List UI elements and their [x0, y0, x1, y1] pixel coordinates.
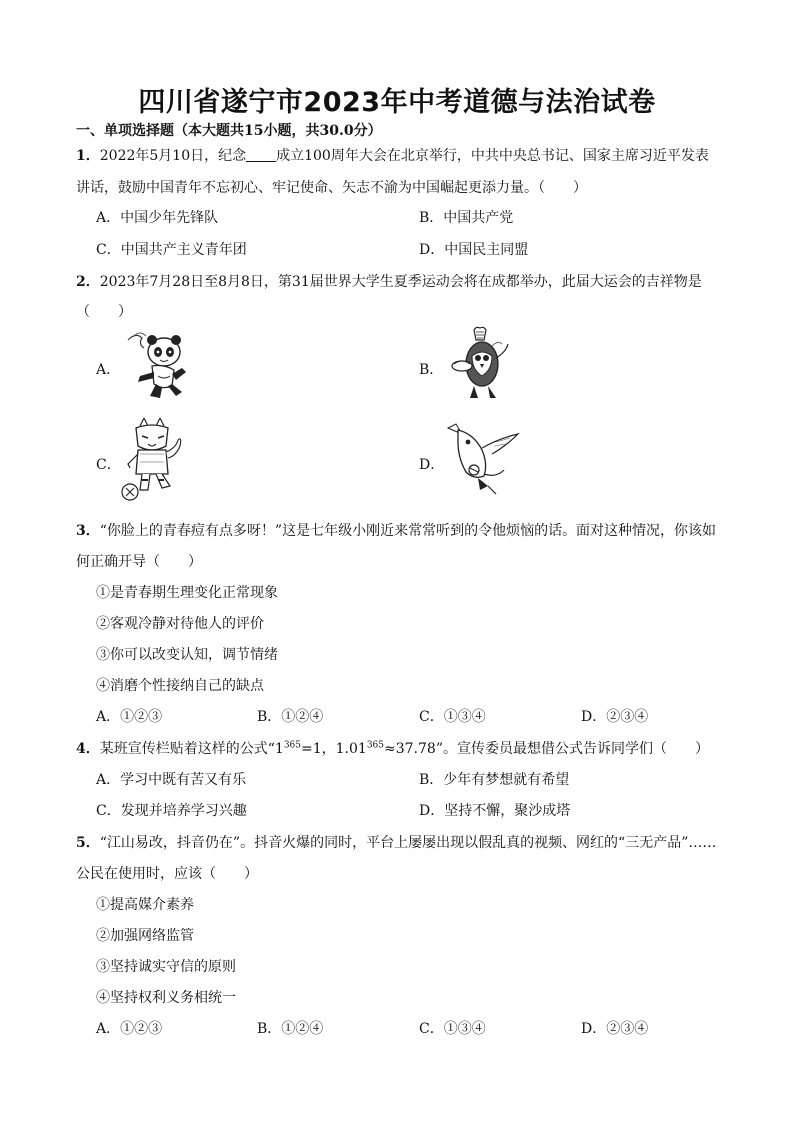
question-5-text: “江山易改，抖音仍在”。抖音火爆的同时，平台上屡屡出现以假乱真的视频、网红的“三无产品”…… [99, 835, 717, 851]
question-1-text-a: 2022年5月10日，纪念 [99, 148, 247, 164]
q3-statement-4: ④消磨个性接纳自己的缺点 [96, 678, 264, 694]
question-2-text: 2023年7月28日至8月8日，第31届世界大学生夏季运动会将在成都举办，此届大运会的吉祥物是 [99, 274, 702, 290]
q3-option-a[interactable]: A．①②③ [96, 709, 163, 725]
q3-option-d[interactable]: D．②③④ [581, 709, 649, 725]
question-4-number: 4． [76, 741, 100, 757]
q5-statement-2: ②加强网络监管 [96, 928, 194, 944]
question-4-text-c: ≈37.78”。宣传委员最想借公式告诉同学们（ ） [384, 741, 709, 757]
q2-option-a[interactable]: A． [96, 362, 121, 378]
section-heading: 一、单项选择题（本大题共15小题，共30.0分） [76, 123, 382, 139]
question-3-text: “你脸上的青春痘有点多呀！”这是七年级小刚近来常常听到的令他烦恼的话。面对这种情况，你该如 [99, 523, 717, 539]
question-3-number: 3． [76, 523, 100, 539]
q3-option-b[interactable]: B．①②④ [257, 709, 324, 725]
question-3-line-1 [76, 520, 716, 540]
q2-option-c[interactable]: C． [96, 457, 121, 473]
bird-mascot-icon[interactable] [444, 420, 524, 500]
q4-option-c[interactable]: C．发现并培养学习兴趣 [96, 803, 247, 819]
q4-option-b[interactable]: B．少年有梦想就有希望 [419, 772, 570, 788]
q4-option-d[interactable]: D．坚持不懈，聚沙成塔 [419, 803, 571, 819]
question-2-line-2: （ ） [76, 304, 132, 320]
question-4-text-b: =1，1.01 [301, 741, 367, 757]
q1-option-c[interactable]: C．中国共产主义青年团 [96, 242, 247, 258]
exponent-1: 365 [283, 740, 302, 751]
q5-statement-1: ①提高媒介素养 [96, 897, 194, 913]
q5-statement-4: ④坚持权利义务相统一 [96, 990, 236, 1006]
q5-option-c[interactable]: C．①③④ [419, 1021, 486, 1037]
question-3-line-2: 何正确开导（ ） [76, 554, 202, 570]
question-5-line-2: 公民在使用时，应该（ ） [76, 866, 258, 882]
question-4-text-a: 某班宣传栏贴着这样的公式“1 [99, 741, 284, 757]
question-1-text-b: 成立100周年大会在北京举行，中共中央总书记、国家主席习近平发表 [276, 148, 709, 164]
question-5-line-1 [76, 832, 716, 852]
q3-option-c[interactable]: C．①③④ [419, 709, 486, 725]
question-4-line-1 [76, 738, 709, 758]
question-5-number: 5． [76, 835, 100, 851]
exponent-2: 365 [366, 740, 385, 751]
question-2-line-1 [76, 271, 702, 291]
q5-statement-3: ③坚持诚实守信的原则 [96, 959, 236, 975]
question-1-number: 1． [76, 148, 100, 164]
q1-option-a[interactable]: A．中国少年先锋队 [96, 210, 219, 226]
question-1-line-1 [76, 145, 709, 165]
q1-option-d[interactable]: D．中国民主同盟 [419, 242, 529, 258]
question-2-number: 2． [76, 274, 100, 290]
q5-option-a[interactable]: A．①②③ [96, 1021, 163, 1037]
q3-statement-3: ③你可以改变认知，调节情绪 [96, 647, 278, 663]
q5-option-d[interactable]: D．②③④ [581, 1021, 649, 1037]
q2-option-b[interactable]: B． [419, 362, 444, 378]
fill-blank [246, 147, 276, 162]
q4-option-a[interactable]: A．学习中既有苦又有乐 [96, 772, 247, 788]
chef-bird-mascot-icon[interactable] [446, 326, 518, 402]
q3-statement-2: ②客观冷静对待他人的评价 [96, 616, 264, 632]
wolf-mascot-icon[interactable] [118, 418, 188, 502]
q2-option-d[interactable]: D． [419, 457, 445, 473]
q3-statement-1: ①是青春期生理变化正常现象 [96, 585, 278, 601]
panda-mascot-icon[interactable] [120, 330, 192, 402]
q5-option-b[interactable]: B．①②④ [257, 1021, 324, 1037]
page-title: 四川省遂宁市2023年中考道德与法治试卷 [138, 87, 656, 118]
question-1-line-2: 讲话，鼓励中国青年不忘初心、牢记使命、矢志不渝为中国崛起更添力量。（ ） [76, 180, 587, 196]
q1-option-b[interactable]: B．中国共产党 [419, 210, 514, 226]
